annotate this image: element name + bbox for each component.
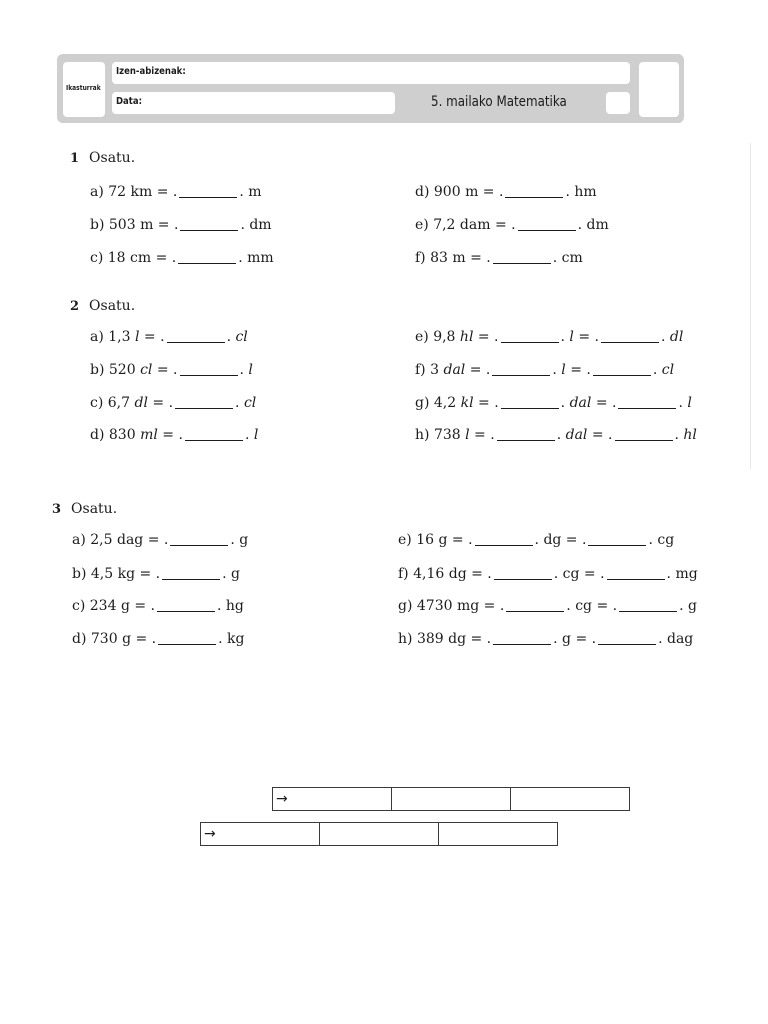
- target-unit: cl: [661, 362, 675, 378]
- name-field[interactable]: [112, 62, 630, 84]
- answer-blank[interactable]: [157, 597, 215, 612]
- answer-blank[interactable]: [475, 531, 533, 546]
- answer-blank[interactable]: [501, 328, 559, 343]
- section-number: 2: [70, 299, 80, 314]
- item-expression: 4730 mg =: [416, 598, 496, 614]
- exercise-item: c) 6,7 dl = . . cl: [90, 395, 257, 411]
- item-unit: dl: [134, 395, 148, 411]
- target-unit: g: [239, 532, 249, 548]
- target-unit: dg =: [543, 532, 578, 548]
- item-letter: c): [90, 395, 104, 411]
- date-field[interactable]: [112, 92, 395, 114]
- answer-blank[interactable]: [607, 565, 665, 580]
- item-letter: e): [415, 329, 429, 345]
- conversion-row-2: [200, 822, 558, 846]
- item-letter: a): [72, 532, 86, 548]
- conversion-cell[interactable]: →: [200, 822, 320, 846]
- answer-blank[interactable]: [494, 565, 552, 580]
- item-value: 520: [108, 362, 136, 378]
- exercise-item: c) 234 g = . . hg: [72, 598, 244, 614]
- exercise-item: h) 389 dg = . . g = . . dag: [398, 631, 694, 647]
- item-letter: e): [398, 532, 412, 548]
- target-unit: dl: [669, 329, 684, 345]
- item-letter: f): [398, 566, 409, 582]
- worksheet-header: [57, 54, 684, 123]
- item-letter: b): [90, 217, 105, 233]
- target-unit: mg: [675, 566, 698, 582]
- section-heading: Osatu.: [71, 501, 118, 517]
- item-unit: dal: [443, 362, 466, 378]
- answer-blank[interactable]: [492, 361, 550, 376]
- target-unit: kg: [227, 631, 245, 647]
- item-letter: h): [415, 427, 430, 443]
- answer-blank[interactable]: [518, 216, 576, 231]
- target-unit: dm: [586, 217, 609, 233]
- exercise-item: b) 4,5 kg = . . g: [72, 566, 241, 582]
- subject-title: 5. mailako Matematika: [431, 94, 567, 110]
- answer-blank[interactable]: [598, 630, 656, 645]
- conversion-row-1: [272, 787, 630, 811]
- small-header-box: [606, 92, 630, 114]
- item-expression: 730 g =: [90, 631, 148, 647]
- item-letter: e): [415, 217, 429, 233]
- target-unit: cg =: [562, 566, 596, 582]
- target-unit: g: [231, 566, 241, 582]
- answer-blank[interactable]: [601, 328, 659, 343]
- target-unit: dal: [569, 395, 592, 411]
- exercise-item: a) 2,5 dag = . . g: [72, 532, 249, 548]
- item-value: 738: [433, 427, 461, 443]
- item-value: 6,7: [107, 395, 131, 411]
- item-letter: b): [72, 566, 87, 582]
- item-letter: d): [72, 631, 87, 647]
- target-unit: m: [248, 184, 262, 200]
- section-heading: Osatu.: [89, 298, 136, 314]
- answer-blank[interactable]: [493, 630, 551, 645]
- item-value: 9,8: [433, 329, 456, 345]
- item-expression: 900 m =: [433, 184, 495, 200]
- exercise-item: b) 520 cl = . . l: [90, 362, 253, 378]
- target-unit: dal: [565, 427, 588, 443]
- section-number: 1: [70, 151, 80, 166]
- answer-blank[interactable]: [506, 597, 564, 612]
- item-value: 1,3: [108, 329, 131, 345]
- answer-blank[interactable]: [593, 361, 651, 376]
- item-letter: d): [415, 184, 430, 200]
- answer-blank[interactable]: [588, 531, 646, 546]
- exercise-item: a) 1,3 l = . . cl: [90, 329, 248, 345]
- exercise-item: f) 3 dal = . . l = . . cl: [415, 362, 675, 378]
- target-unit: dm: [249, 217, 272, 233]
- item-value: 3: [430, 362, 440, 378]
- item-unit: ml: [140, 427, 158, 443]
- item-expression: 7,2 dam =: [433, 217, 507, 233]
- item-expression: 2,5 dag =: [90, 532, 160, 548]
- item-value: 830: [108, 427, 136, 443]
- item-unit: cl: [140, 362, 153, 378]
- item-letter: a): [90, 184, 104, 200]
- exercise-item: d) 830 ml = . . l: [90, 427, 259, 443]
- item-letter: f): [415, 250, 426, 266]
- conversion-cell[interactable]: →: [272, 787, 392, 811]
- answer-blank[interactable]: [179, 183, 237, 198]
- answer-blank[interactable]: [615, 426, 673, 441]
- section-heading: Osatu.: [89, 150, 136, 166]
- exercise-item: d) 900 m = . . hm: [415, 184, 597, 200]
- exercise-item: d) 730 g = . . kg: [72, 631, 245, 647]
- side-label: Ikasturrak: [66, 84, 101, 92]
- conversion-cell[interactable]: [391, 787, 511, 811]
- item-letter: d): [90, 427, 105, 443]
- answer-blank[interactable]: [501, 394, 559, 409]
- target-unit: cl: [235, 329, 248, 345]
- section-3-title: [52, 501, 117, 517]
- conversion-cell[interactable]: [510, 787, 630, 811]
- date-label: Data:: [116, 96, 142, 107]
- target-unit: l: [561, 362, 566, 378]
- answer-blank[interactable]: [167, 328, 225, 343]
- target-unit: g: [688, 598, 697, 614]
- item-unit: l: [134, 329, 140, 345]
- corner-box: [639, 62, 679, 117]
- answer-blank[interactable]: [618, 394, 676, 409]
- item-expression: 72 km =: [108, 184, 169, 200]
- exercise-item: g) 4730 mg = . . cg = . . g: [398, 598, 697, 614]
- target-unit: cg =: [575, 598, 609, 614]
- section-1-title: [70, 150, 135, 166]
- item-expression: 4,16 dg =: [413, 566, 483, 582]
- target-unit: l: [569, 329, 574, 345]
- item-value: 4,2: [433, 395, 457, 411]
- item-expression: 4,5 kg =: [90, 566, 152, 582]
- answer-blank[interactable]: [493, 249, 551, 264]
- exercise-item: g) 4,2 kl = . . dal = . . l: [415, 395, 692, 411]
- item-letter: a): [90, 329, 104, 345]
- section-2-title: [70, 298, 135, 314]
- item-unit: l: [465, 427, 470, 443]
- answer-blank[interactable]: [162, 565, 220, 580]
- target-unit: l: [687, 395, 692, 411]
- answer-blank[interactable]: [185, 426, 243, 441]
- answer-blank[interactable]: [175, 394, 233, 409]
- answer-blank[interactable]: [158, 630, 216, 645]
- item-letter: g): [415, 395, 430, 411]
- conversion-cell[interactable]: [319, 822, 439, 846]
- target-unit: cm: [561, 250, 583, 266]
- item-expression: 83 m =: [430, 250, 482, 266]
- name-label: Izen-abizenak:: [116, 66, 186, 77]
- item-letter: f): [415, 362, 426, 378]
- conversion-cell[interactable]: [438, 822, 558, 846]
- exercise-item: f) 83 m = . . cm: [415, 250, 583, 266]
- exercise-item: b) 503 m = . . dm: [90, 217, 272, 233]
- target-unit: l: [253, 427, 259, 443]
- exercise-item: e) 9,8 hl = . . l = . . dl: [415, 329, 684, 345]
- item-expression: 503 m =: [108, 217, 170, 233]
- item-expression: 389 dg =: [416, 631, 483, 647]
- answer-blank[interactable]: [497, 426, 555, 441]
- item-expression: 16 g =: [416, 532, 464, 548]
- exercise-item: e) 16 g = . . dg = . . cg: [398, 532, 675, 548]
- answer-blank[interactable]: [505, 183, 563, 198]
- target-unit: hm: [574, 184, 597, 200]
- target-unit: l: [248, 362, 253, 378]
- item-letter: c): [72, 598, 86, 614]
- item-letter: h): [398, 631, 413, 647]
- target-unit: cl: [243, 395, 257, 411]
- answer-blank[interactable]: [178, 249, 236, 264]
- item-expression: 18 cm =: [107, 250, 168, 266]
- exercise-item: c) 18 cm = . . mm: [90, 250, 274, 266]
- target-unit: hl: [683, 427, 697, 443]
- item-letter: g): [398, 598, 413, 614]
- item-unit: kl: [460, 395, 474, 411]
- item-expression: 234 g =: [89, 598, 147, 614]
- target-unit: dag: [667, 631, 694, 647]
- exercise-item: f) 4,16 dg = . . cg = . . mg: [398, 566, 698, 582]
- section-number: 3: [52, 502, 62, 517]
- item-unit: hl: [459, 329, 474, 345]
- item-letter: c): [90, 250, 104, 266]
- target-unit: g =: [562, 631, 588, 647]
- side-label-box: [63, 62, 105, 117]
- answer-blank[interactable]: [170, 531, 228, 546]
- target-unit: mm: [247, 250, 274, 266]
- exercise-item: h) 738 l = . . dal = . . hl: [415, 427, 697, 443]
- answer-blank[interactable]: [180, 361, 238, 376]
- target-unit: cg: [657, 532, 675, 548]
- exercise-item: a) 72 km = . . m: [90, 184, 262, 200]
- answer-blank[interactable]: [180, 216, 238, 231]
- item-letter: b): [90, 362, 105, 378]
- exercise-item: e) 7,2 dam = . . dm: [415, 217, 609, 233]
- answer-blank[interactable]: [619, 597, 677, 612]
- margin-line: [750, 143, 751, 469]
- target-unit: hg: [225, 598, 244, 614]
